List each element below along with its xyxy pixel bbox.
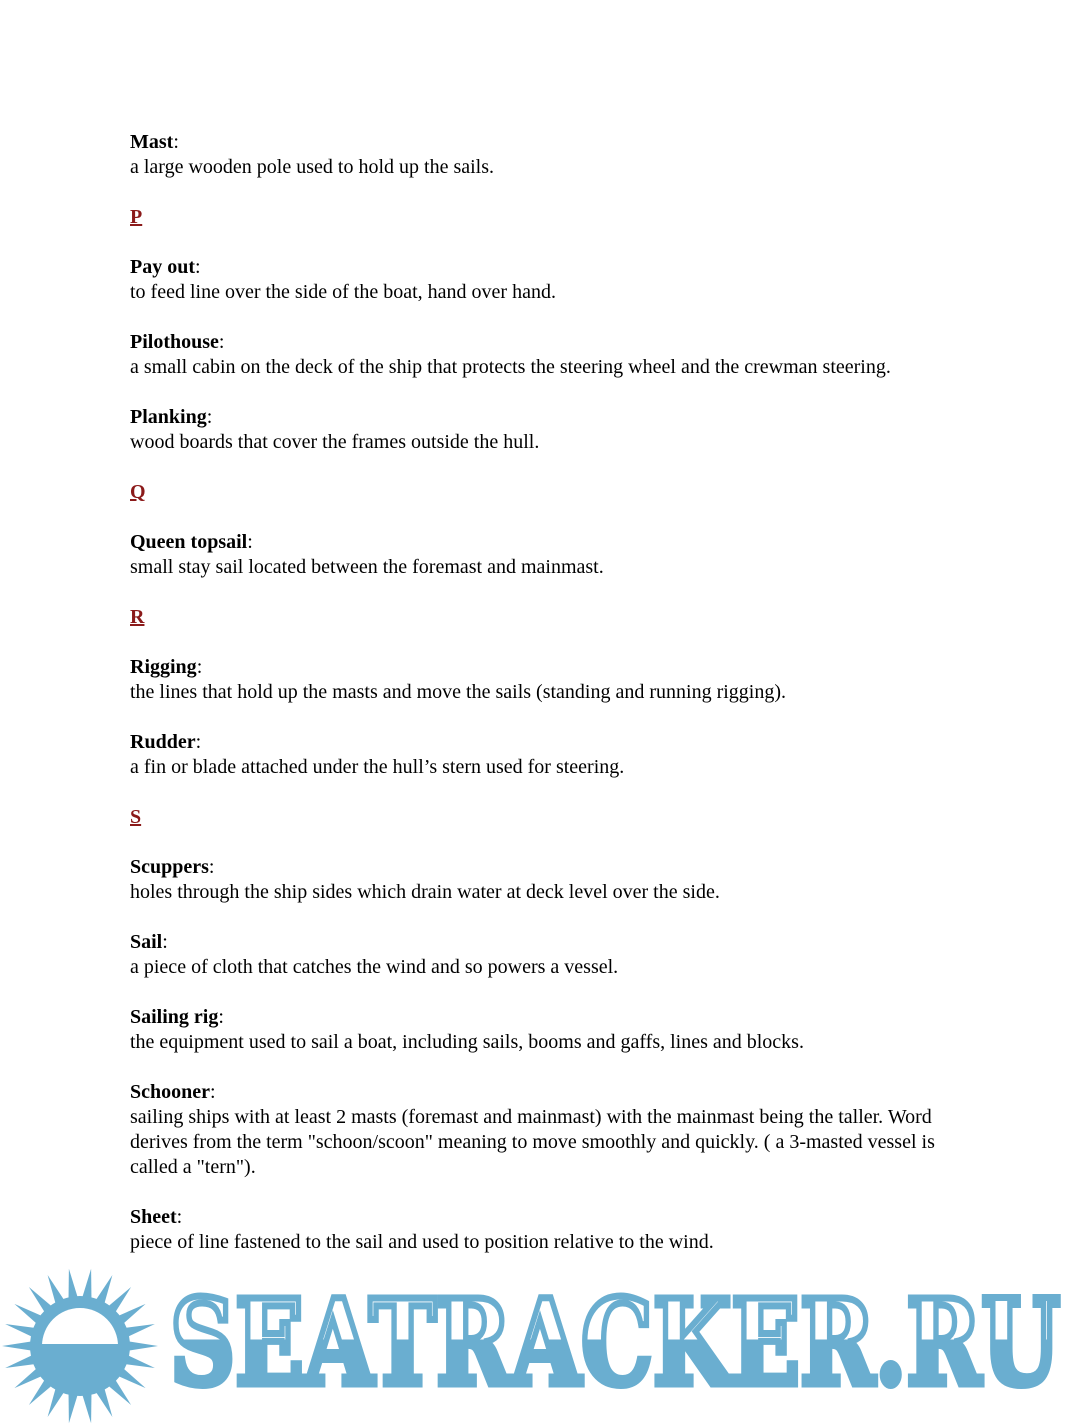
- entry-term: Queen topsail: [130, 531, 248, 553]
- glossary-entry: [130, 130, 970, 180]
- entry-definition: a small cabin on the deck of the ship that protects the steering wheel and the crewman steering.: [130, 356, 891, 378]
- logo-wordmark: [170, 1286, 1070, 1396]
- entry-term: Scuppers: [130, 856, 209, 878]
- term-separator: :: [173, 131, 179, 153]
- entry-term: Sheet: [130, 1206, 177, 1228]
- term-separator: :: [218, 331, 225, 353]
- entry-term: Rudder: [130, 731, 196, 753]
- term-separator: :: [208, 856, 215, 878]
- section-letter[interactable]: P: [130, 206, 143, 228]
- glossary-entry: [130, 405, 970, 455]
- glossary-entry: [130, 655, 970, 705]
- glossary-entry: [130, 855, 970, 905]
- entry-definition: sailing ships with at least 2 masts (foremast and mainmast) with the mainmast being the taller. Word derives from the term "schoon/scoon" meaning to move smoothly and quickly. ( a 3-masted vessel is called a "tern").: [130, 1106, 935, 1178]
- term-separator: :: [247, 531, 253, 553]
- term-separator: :: [218, 1006, 224, 1028]
- entry-term: Rigging: [130, 656, 197, 678]
- sun-icon: [0, 1266, 160, 1426]
- section-letter[interactable]: R: [130, 606, 145, 628]
- entry-definition: a piece of cloth that catches the wind and so powers a vessel.: [130, 956, 619, 978]
- entry-definition: piece of line fastened to the sail and used to position relative to the wind.: [130, 1231, 714, 1253]
- glossary-entry: [130, 730, 970, 780]
- term-separator: :: [195, 731, 202, 753]
- entry-term: Schooner: [130, 1081, 210, 1103]
- entry-definition: to feed line over the side of the boat, hand over hand.: [130, 281, 556, 303]
- entry-definition: the lines that hold up the masts and move the sails (standing and running rigging).: [130, 681, 787, 703]
- entry-definition: a fin or blade attached under the hull’s stern used for steering.: [130, 756, 625, 778]
- entry-definition: a large wooden pole used to hold up the sails.: [130, 156, 495, 178]
- entry-definition: holes through the ship sides which drain water at deck level over the side.: [130, 881, 720, 903]
- glossary-entry: [130, 1205, 970, 1255]
- entry-term: Pilothouse: [130, 331, 219, 353]
- logo-text: SEATRACKER.RU: [170, 1286, 1060, 1396]
- term-separator: :: [176, 1206, 183, 1228]
- glossary-entry: [130, 930, 970, 980]
- section-letter[interactable]: S: [130, 806, 142, 828]
- entry-term: Sail: [130, 931, 163, 953]
- term-separator: :: [195, 256, 201, 278]
- term-separator: :: [196, 656, 203, 678]
- entry-definition: wood boards that cover the frames outside the hull.: [130, 431, 540, 453]
- watermark-logo: [0, 1262, 1080, 1425]
- glossary-entry: [130, 255, 970, 305]
- glossary: [130, 130, 970, 1280]
- term-separator: :: [210, 1081, 216, 1103]
- entry-term: Sailing rig: [130, 1006, 219, 1028]
- glossary-entry: [130, 330, 970, 380]
- entry-definition: small stay sail located between the foremast and mainmast.: [130, 556, 604, 578]
- entry-term: Pay out: [130, 256, 195, 278]
- section-letter[interactable]: Q: [130, 481, 146, 503]
- glossary-entry: [130, 1005, 970, 1055]
- glossary-entry: [130, 1080, 970, 1180]
- entry-term: Mast: [130, 131, 174, 153]
- glossary-entry: [130, 530, 970, 580]
- term-separator: :: [206, 406, 213, 428]
- entry-term: Planking: [130, 406, 207, 428]
- term-separator: :: [162, 931, 168, 953]
- entry-definition: the equipment used to sail a boat, including sails, booms and gaffs, lines and blocks.: [130, 1031, 804, 1053]
